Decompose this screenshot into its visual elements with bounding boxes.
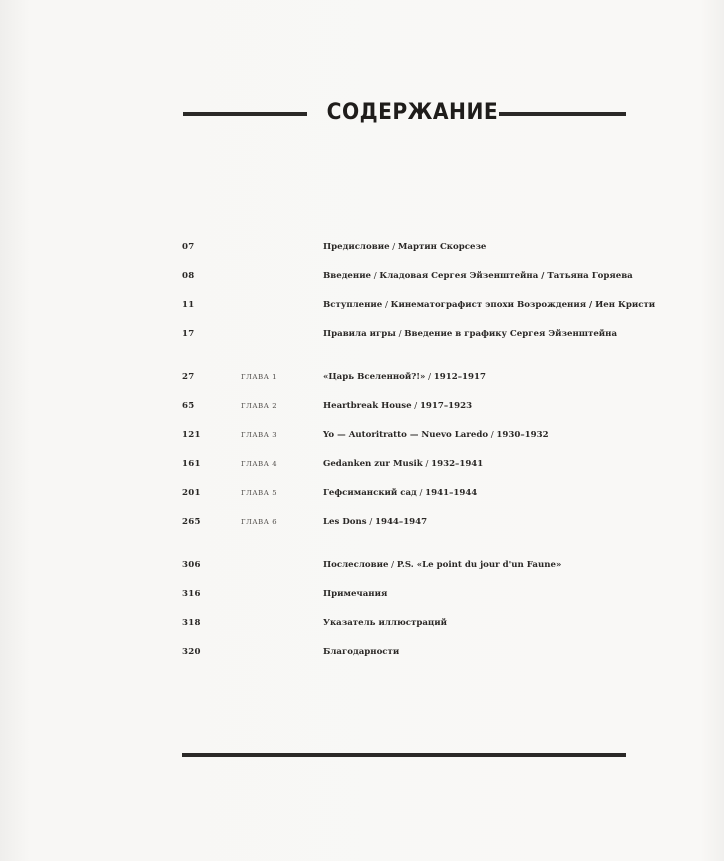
entry-title: Les Dons	[323, 517, 367, 527]
chapter-label: ГЛАВА 5	[241, 489, 278, 497]
chapter-label: ГЛАВА 6	[241, 518, 278, 526]
chapter-label: ГЛАВА 3	[241, 431, 278, 439]
entry-subtitle: 1944–1947	[374, 517, 428, 527]
page-number: 17	[182, 329, 195, 339]
toc-entry[interactable]	[0, 486, 724, 500]
page-number: 318	[182, 618, 201, 628]
chapter-label: ГЛАВА 4	[241, 460, 278, 468]
entry-subtitle: Введение в графику Сергея Эйзенштейна	[404, 329, 618, 339]
toc-entry[interactable]	[0, 269, 724, 283]
entry-subtitle: Кинематографист эпохи Возрождения / Иен Кристи	[390, 300, 656, 310]
entry-title-line	[323, 240, 486, 254]
entry-title-line	[323, 298, 655, 312]
toc-entry[interactable]	[0, 399, 724, 413]
toc-entry[interactable]	[0, 370, 724, 384]
entry-separator: /	[425, 372, 434, 382]
entry-subtitle: 1912–1917	[433, 372, 486, 382]
page-number: 08	[182, 271, 195, 281]
entry-title-line	[323, 515, 427, 529]
chapter-label: ГЛАВА 2	[241, 402, 278, 410]
entry-title-line	[323, 269, 633, 283]
title-rule-left	[183, 112, 307, 116]
toc-entry[interactable]	[0, 558, 724, 572]
entry-title: Послесловие	[323, 560, 389, 570]
entry-title: Gedanken zur Musik	[323, 459, 423, 469]
entry-subtitle: 1941–1944	[425, 488, 478, 498]
entry-title: Указатель иллюстраций	[323, 618, 448, 628]
entry-separator: /	[411, 401, 420, 411]
page-number: 265	[182, 517, 201, 527]
entry-title-line	[323, 457, 483, 471]
entry-title: Гефсиманский сад	[323, 488, 417, 498]
entry-title: Примечания	[323, 589, 388, 599]
page-number: 306	[182, 560, 201, 570]
entry-title: Правила игры	[323, 329, 396, 339]
entry-title-line	[323, 399, 472, 413]
entry-title: Введение	[323, 271, 372, 281]
title-row	[181, 98, 626, 132]
toc-entry[interactable]	[0, 240, 724, 254]
entry-separator: /	[416, 488, 426, 498]
entry-title-line	[323, 486, 477, 500]
entry-title: Благодарности	[323, 647, 400, 657]
page-number: 121	[182, 430, 201, 440]
chapter-label: ГЛАВА 1	[241, 373, 278, 381]
page-number: 11	[182, 300, 195, 310]
entry-subtitle: 1930–1932	[496, 430, 549, 440]
entry-title-line	[323, 645, 399, 659]
entry-separator: /	[488, 430, 497, 440]
entry-title-line	[323, 587, 387, 601]
page-number: 65	[182, 401, 195, 411]
entry-subtitle: 1917–1923	[419, 401, 473, 411]
entry-title: Heartbreak House	[323, 401, 412, 411]
page-number: 161	[182, 459, 201, 469]
entry-separator: /	[395, 329, 405, 339]
entry-separator: /	[388, 560, 397, 570]
entry-title-line	[323, 370, 486, 384]
entry-title-line	[323, 558, 561, 572]
title-rule-right	[499, 112, 626, 116]
entry-title: Предисловие	[323, 242, 390, 252]
entry-title: Yo — Autoritratto — Nuevo Laredo	[323, 430, 489, 440]
entry-subtitle: P.S. «Le point du jour d'un Faune»	[396, 560, 562, 570]
entry-subtitle: 1932–1941	[431, 459, 484, 469]
entry-title-line	[323, 428, 549, 442]
page-number: 316	[182, 589, 201, 599]
toc-entry[interactable]	[0, 298, 724, 312]
toc-entry[interactable]	[0, 645, 724, 659]
entry-separator: /	[366, 517, 375, 527]
bottom-rule	[182, 753, 626, 757]
entry-separator: /	[422, 459, 432, 469]
toc-entry[interactable]	[0, 457, 724, 471]
page-title: СОДЕРЖАНИЕ	[326, 100, 499, 125]
toc-entry[interactable]	[0, 616, 724, 630]
toc-entry[interactable]	[0, 428, 724, 442]
entry-separator: /	[371, 271, 380, 281]
entry-title-line	[323, 327, 617, 341]
entry-subtitle: Кладовая Сергея Эйзенштейна / Татьяна Горяева	[379, 271, 633, 281]
toc-entry[interactable]	[0, 587, 724, 601]
page-number: 07	[182, 242, 195, 252]
page-number: 201	[182, 488, 201, 498]
entry-separator: /	[382, 300, 391, 310]
entry-title-line	[323, 616, 447, 630]
toc-entry[interactable]	[0, 327, 724, 341]
entry-separator: /	[389, 242, 398, 252]
entry-title: «Царь Вселенной?!»	[323, 372, 426, 382]
entry-subtitle: Мартин Скорсезе	[397, 242, 487, 252]
entry-title: Вступление	[323, 300, 383, 310]
toc-entry[interactable]	[0, 515, 724, 529]
page-number: 27	[182, 372, 195, 382]
page-number: 320	[182, 647, 201, 657]
